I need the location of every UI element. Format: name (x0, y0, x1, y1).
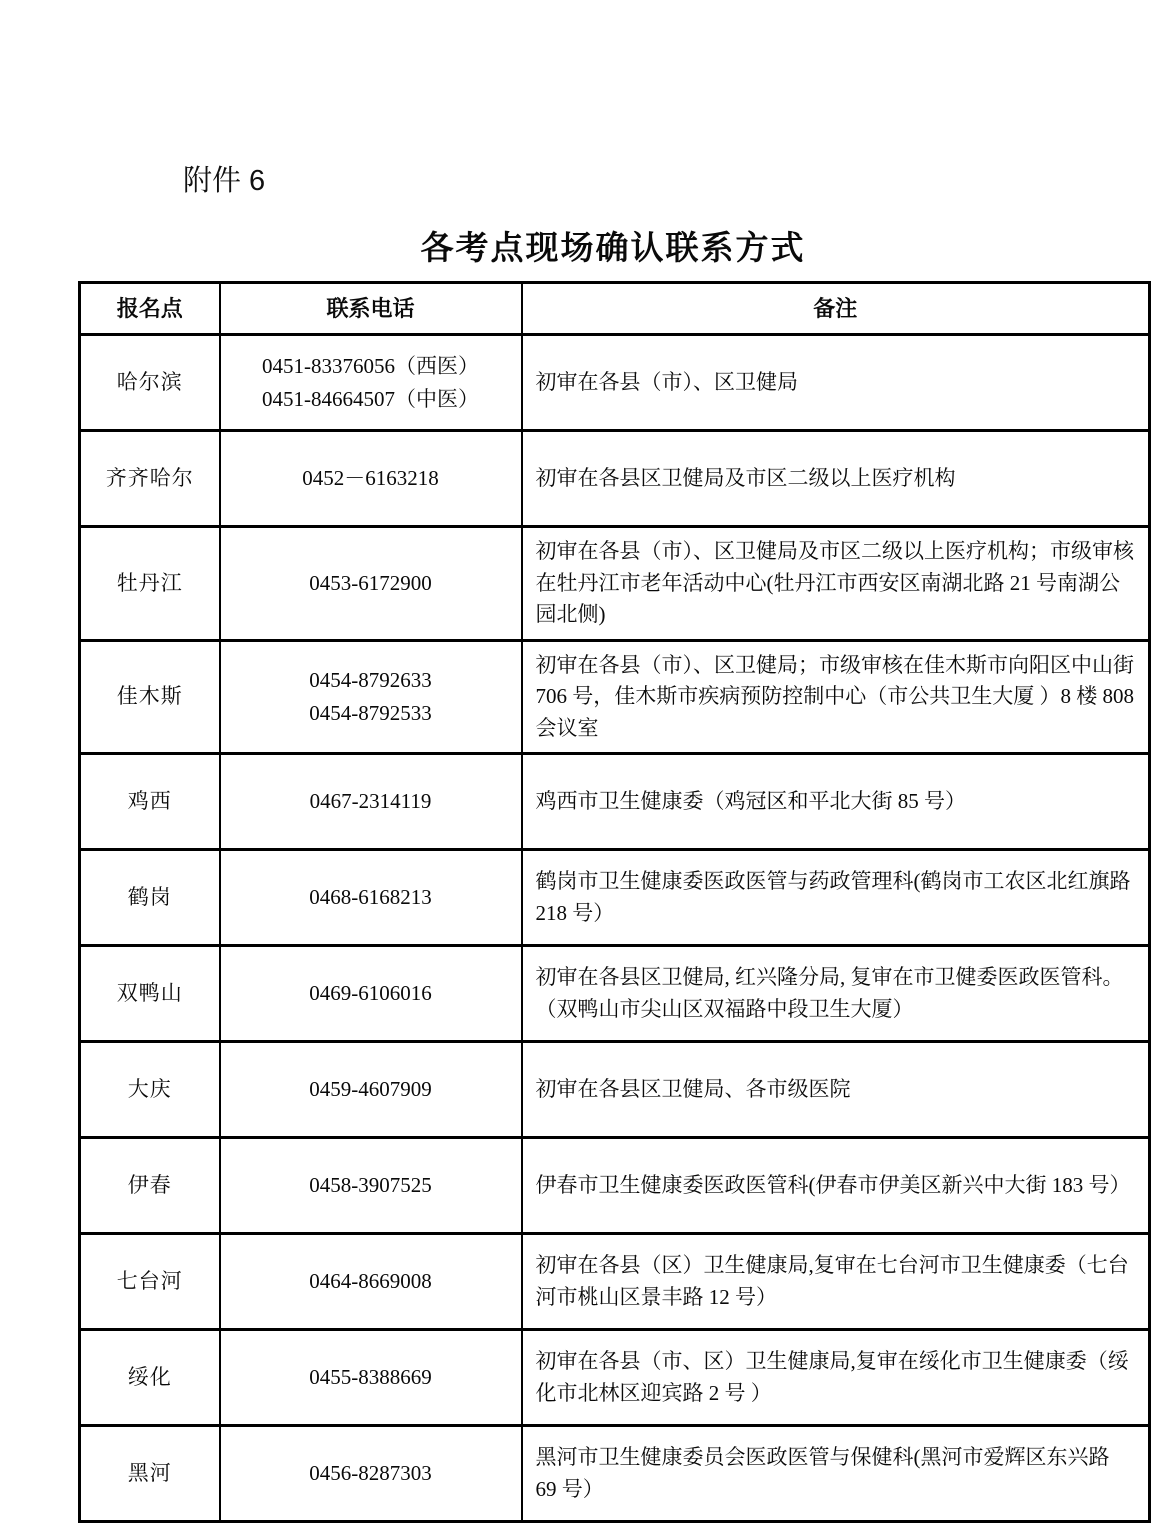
remark-cell: 初审在各县（区）卫生健康局,复审在七台河市卫生健康委（七台河市桃山区景丰路 12 号） (522, 1234, 1150, 1330)
phone-cell (220, 850, 522, 946)
phone-line: 0459-4607909 (309, 1077, 432, 1102)
phone-line: 0468-6168213 (309, 885, 432, 910)
remark-cell: 鹤岗市卫生健康委医政医管与药政管理科(鹤岗市工农区北红旗路 218 号） (522, 850, 1150, 946)
site-cell: 牡丹江 (80, 527, 220, 641)
phone-line: 0458-3907525 (309, 1173, 432, 1198)
remark-cell: 初审在各县（市）、区卫健局；市级审核在佳木斯市向阳区中山街 706 号，佳木斯市疾病预防控制中心（市公共卫生大厦 ）8 楼 808 会议室 (522, 640, 1150, 754)
phone-cell (220, 946, 522, 1042)
phone-cell (220, 335, 522, 431)
column-header-remark: 备注 (522, 283, 1150, 335)
phone-cell (220, 1234, 522, 1330)
phone-line: 0453-6172900 (309, 570, 432, 595)
remark-cell: 初审在各县（市）、区卫健局及市区二级以上医疗机构；市级审核在牡丹江市老年活动中心(牡丹江市西安区南湖北路 21 号南湖公园北侧) (522, 527, 1150, 641)
phone-cell (220, 1426, 522, 1522)
phone-line: 0454-8792633 (309, 668, 432, 693)
phone-line: 0451-83376056（西医） (262, 353, 479, 378)
remark-cell: 初审在各县（市）、区卫健局 (522, 335, 1150, 431)
site-cell: 哈尔滨 (80, 335, 220, 431)
column-header-site: 报名点 (80, 283, 220, 335)
table-row (80, 1426, 1150, 1522)
table-body (80, 335, 1150, 1522)
remark-cell: 鸡西市卫生健康委（鸡冠区和平北大街 85 号） (522, 754, 1150, 850)
table-row (80, 1330, 1150, 1426)
phone-cell (220, 640, 522, 754)
phone-line: 0464-8669008 (309, 1269, 432, 1294)
remark-cell: 黑河市卫生健康委员会医政医管与保健科(黑河市爱辉区东兴路 69 号） (522, 1426, 1150, 1522)
table-row (80, 946, 1150, 1042)
phone-cell (220, 1330, 522, 1426)
remark-cell: 初审在各县区卫健局及市区二级以上医疗机构 (522, 431, 1150, 527)
site-cell: 大庆 (80, 1042, 220, 1138)
phone-line: 0452－6163218 (302, 466, 439, 491)
remark-cell: 初审在各县区卫健局, 红兴隆分局, 复审在市卫健委医政医管科。（双鸭山市尖山区双福路中段卫生大厦） (522, 946, 1150, 1042)
site-cell: 七台河 (80, 1234, 220, 1330)
phone-cell (220, 527, 522, 641)
phone-line: 0469-6106016 (309, 981, 432, 1006)
phone-line: 0454-8792533 (309, 700, 432, 725)
table-header-row (80, 283, 1150, 335)
table-row (80, 1042, 1150, 1138)
remark-cell: 伊春市卫生健康委医政医管科(伊春市伊美区新兴中大街 183 号） (522, 1138, 1150, 1234)
phone-cell (220, 1042, 522, 1138)
table-row (80, 640, 1150, 754)
phone-cell (220, 431, 522, 527)
site-cell: 齐齐哈尔 (80, 431, 220, 527)
phone-line: 0467-2314119 (309, 789, 432, 814)
page-title: 各考点现场确认联系方式 (420, 229, 806, 266)
phone-line: 0456-8287303 (309, 1461, 432, 1486)
table-row (80, 754, 1150, 850)
site-cell: 绥化 (80, 1330, 220, 1426)
phone-line: 0455-8388669 (309, 1365, 432, 1390)
table-row (80, 1234, 1150, 1330)
table-row (80, 527, 1150, 641)
phone-cell (220, 754, 522, 850)
table-row (80, 850, 1150, 946)
site-cell: 佳木斯 (80, 640, 220, 754)
remark-cell: 初审在各县（市、区）卫生健康局,复审在绥化市卫生健康委（绥化市北林区迎宾路 2 号 ） (522, 1330, 1150, 1426)
site-cell: 伊春 (80, 1138, 220, 1234)
column-header-phone: 联系电话 (220, 283, 522, 335)
table-row (80, 335, 1150, 431)
site-cell: 黑河 (80, 1426, 220, 1522)
site-cell: 鹤岗 (80, 850, 220, 946)
table-row (80, 1138, 1150, 1234)
phone-line: 0451-84664507（中医） (262, 386, 479, 411)
site-cell: 双鸭山 (80, 946, 220, 1042)
remark-cell: 初审在各县区卫健局、各市级医院 (522, 1042, 1150, 1138)
attachment-label: 附件 6 (183, 165, 266, 197)
table-row (80, 431, 1150, 527)
phone-cell (220, 1138, 522, 1234)
site-cell: 鸡西 (80, 754, 220, 850)
contact-table (78, 281, 1151, 1523)
